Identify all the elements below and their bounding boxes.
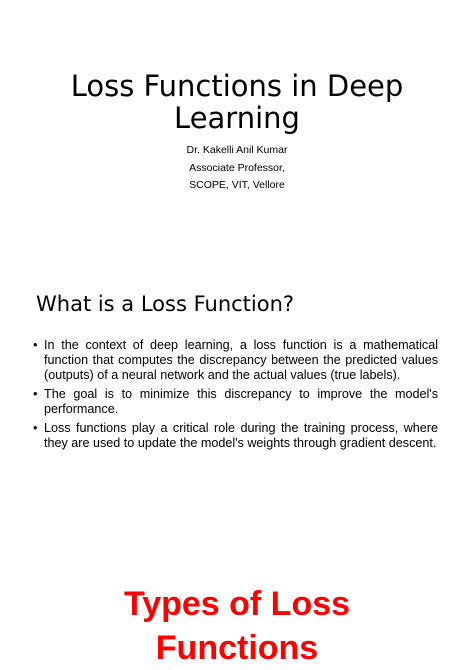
bullet-item bbox=[33, 421, 438, 451]
slide-heading: What is a Loss Function? bbox=[36, 292, 295, 316]
bullet-text: In the context of deep learning, a loss function is a mathematical function that computes the discrepancy between the predicted values (outputs) of a neural network and the actual values (true labels). bbox=[44, 338, 438, 382]
author-position: Associate Professor, bbox=[189, 161, 285, 174]
presentation-title bbox=[0, 70, 474, 134]
bullet-list bbox=[33, 338, 438, 455]
bullet-item bbox=[33, 387, 438, 417]
bullet-text: The goal is to minimize this discrepancy to improve the model's performance. bbox=[44, 387, 438, 416]
slide-types bbox=[0, 550, 474, 667]
title-line-1: Loss Functions in Deep bbox=[70, 69, 404, 103]
slide-title bbox=[0, 0, 474, 270]
bullet-icon: • bbox=[33, 338, 38, 352]
bullet-icon: • bbox=[33, 421, 38, 435]
author-name: Dr. Kakelli Anil Kumar bbox=[186, 144, 288, 156]
heading-line-1: Types of Loss bbox=[123, 585, 351, 623]
section-heading bbox=[0, 582, 474, 670]
bullet-text: Loss functions play a critical role during the training process, where they are used to update the model's weights through gradient descent. bbox=[44, 421, 438, 450]
bullet-item bbox=[33, 338, 438, 383]
author-affiliation: SCOPE, VIT, Vellore bbox=[189, 179, 285, 191]
bullet-icon: • bbox=[33, 387, 38, 401]
heading-line-2: Functions bbox=[155, 629, 319, 667]
slide-definition bbox=[0, 270, 474, 550]
author-block bbox=[0, 142, 474, 195]
title-line-2: Learning bbox=[174, 101, 300, 135]
